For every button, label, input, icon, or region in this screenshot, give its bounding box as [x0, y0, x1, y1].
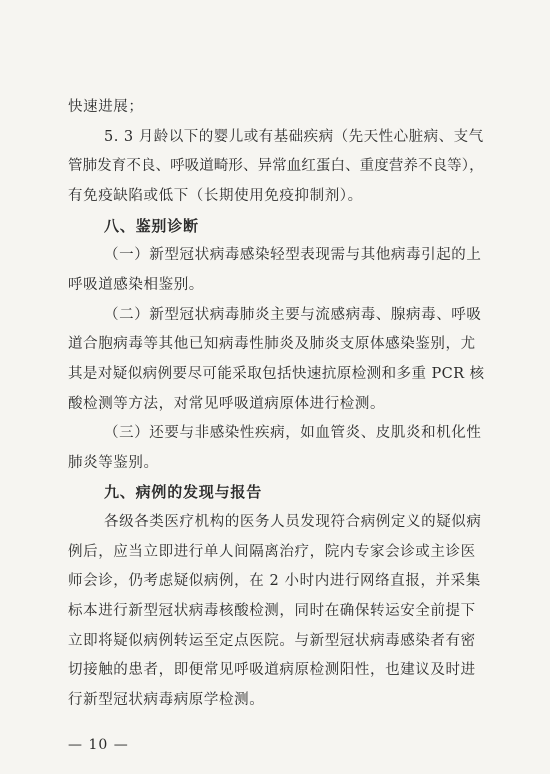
paragraph-line: 立即将疑似病例转运至定点医院。与新型冠状病毒感染者有密	[68, 633, 476, 649]
paragraph-line: 有免疫缺陷或低下（长期使用免疫抑制剂）。	[68, 188, 363, 204]
page-number: — 10 —	[68, 737, 129, 753]
paragraph-line: 道合胞病毒等其他已知病毒性肺炎及肺炎支原体感染鉴别，尤	[68, 336, 476, 352]
section-heading: 八、鉴别诊断	[104, 217, 199, 235]
paragraph-line: 5. 3 月龄以下的婴儿或有基础疾病（先天性心脏病、支气	[104, 129, 484, 145]
paragraph-line: （一）新型冠状病毒感染轻型表现需与其他病毒引起的上	[104, 247, 482, 263]
paragraph-line: （二）新型冠状病毒肺炎主要与流感病毒、腺病毒、呼吸	[104, 307, 482, 323]
paragraph-line: 快速进展；	[68, 99, 144, 115]
paragraph-line: 切接触的患者，即便常见呼吸道病原检测阳性，也建议及时进	[68, 662, 476, 678]
paragraph-line: 师会诊，仍考虑疑似病例，在 2 小时内进行网络直报，并采集	[68, 573, 481, 589]
section-heading: 九、病例的发现与报告	[104, 483, 263, 501]
paragraph-line: 酸检测等方法，对常见呼吸道病原体进行检测。	[68, 396, 386, 412]
paragraph-line: 行新型冠状病毒病原学检测。	[68, 692, 265, 708]
paragraph-line: 其是对疑似病例要尽可能采取包括快速抗原检测和多重 PCR 核	[68, 366, 485, 382]
paragraph-line: 肺炎等鉴别。	[68, 455, 159, 471]
paragraph-line: 呼吸道感染相鉴别。	[68, 277, 204, 293]
paragraph-line: （三）还要与非感染性疾病，如血管炎、皮肌炎和机化性	[104, 425, 482, 441]
paragraph-line: 例后，应当立即进行单人间隔离治疗，院内专家会诊或主诊医	[68, 544, 476, 560]
paragraph-line: 标本进行新型冠状病毒核酸检测，同时在确保转运安全前提下	[68, 603, 476, 619]
paragraph-line: 管肺发育不良、呼吸道畸形、异常血红蛋白、重度营养不良等），	[68, 158, 484, 174]
paragraph-line: 各级各类医疗机构的医务人员发现符合病例定义的疑似病	[104, 514, 482, 530]
